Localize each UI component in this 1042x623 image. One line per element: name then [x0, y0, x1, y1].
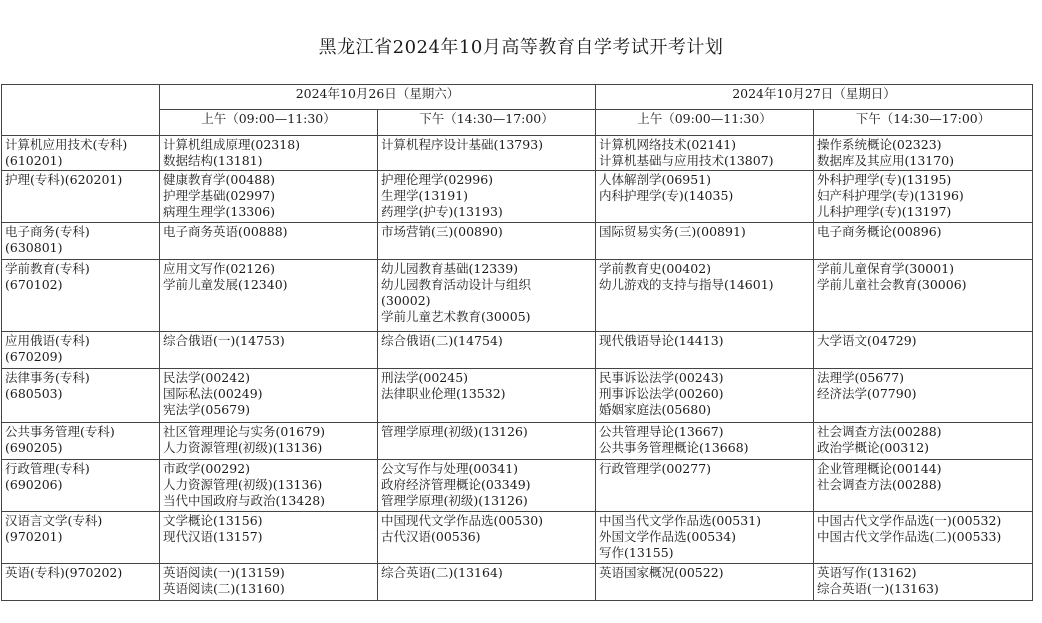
major-text: (610201)	[5, 153, 63, 168]
course-entry: 操作系统概论(02323)	[817, 137, 942, 152]
course-entry: 电子商务英语(00888)	[163, 224, 288, 239]
course-entry: 数据库及其应用(13170)	[817, 153, 955, 168]
course-entry: 经济法学(07790)	[817, 386, 917, 401]
course-entry: 社区管理理论与实务(01679)	[163, 424, 326, 439]
day2-pm-cell	[814, 564, 1033, 601]
course-entry: 综合俄语(一)(14753)	[163, 333, 285, 348]
course-entry: 市场营销(三)(00890)	[381, 224, 503, 239]
major-cell	[2, 369, 160, 423]
course-entry: 儿科护理学(专)(13197)	[817, 204, 952, 219]
major-text: 公共事务管理(专科)	[5, 424, 115, 439]
date-header-row	[2, 85, 1033, 110]
course-entry: 幼儿园教育活动设计与组织	[381, 277, 532, 292]
course-entry: 中国古代文学作品选(二)(00533)	[817, 529, 1002, 544]
course-entry: 刑法学(00245)	[381, 370, 469, 385]
day2-am-cell	[596, 223, 814, 260]
day2-am-cell	[596, 260, 814, 332]
course-entry: 大学语文(04729)	[817, 333, 917, 348]
major-cell	[2, 512, 160, 564]
course-entry: 计算机程序设计基础(13793)	[381, 137, 544, 152]
course-entry: 英语国家概况(00522)	[599, 565, 724, 580]
course-entry: 健康教育学(00488)	[163, 172, 276, 187]
day2-am-cell	[596, 564, 814, 601]
day1-pm-header: 下午（14:30—17:00）	[378, 110, 596, 136]
day1-am-cell	[160, 369, 378, 423]
major-text: 电子商务(专科)	[5, 224, 90, 239]
day1-am-cell	[160, 460, 378, 512]
major-cell	[2, 171, 160, 223]
day1-pm-cell	[378, 369, 596, 423]
course-entry: 人力资源管理(初级)(13136)	[163, 477, 323, 492]
day2-pm-cell	[814, 369, 1033, 423]
day1-am-cell	[160, 260, 378, 332]
day2-pm-header: 下午（14:30—17:00）	[814, 110, 1033, 136]
course-entry: 综合英语(二)(13164)	[381, 565, 503, 580]
day2-am-cell	[596, 369, 814, 423]
day1-am-cell	[160, 332, 378, 369]
major-text: 计算机应用技术(专科)	[5, 137, 128, 152]
table-row	[2, 460, 1033, 512]
major-cell	[2, 423, 160, 460]
day1-pm-cell	[378, 332, 596, 369]
course-entry: 中国古代文学作品选(一)(00532)	[817, 513, 1002, 528]
course-entry: 外国文学作品选(00534)	[599, 529, 737, 544]
major-text: 法律事务(专科)	[5, 370, 90, 385]
major-header-cell	[2, 85, 160, 136]
day1-am-cell	[160, 171, 378, 223]
course-entry: 英语阅读(一)(13159)	[163, 565, 285, 580]
course-entry: 人力资源管理(初级)(13136)	[163, 440, 323, 455]
course-entry: 民事诉讼法学(00243)	[599, 370, 724, 385]
day2-am-cell	[596, 460, 814, 512]
day2-pm-cell	[814, 512, 1033, 564]
day2-am-cell	[596, 136, 814, 171]
course-entry: 法律职业伦理(13532)	[381, 386, 506, 401]
major-cell	[2, 223, 160, 260]
major-text: 护理(专科)(620201)	[5, 172, 123, 187]
major-text: (630801)	[5, 240, 63, 255]
major-cell	[2, 564, 160, 601]
day1-pm-cell	[378, 564, 596, 601]
course-entry: 电子商务概论(00896)	[817, 224, 942, 239]
day2-am-cell	[596, 423, 814, 460]
course-entry: 护理伦理学(02996)	[381, 172, 494, 187]
major-text: 行政管理(专科)	[5, 461, 90, 476]
course-entry: 当代中国政府与政治(13428)	[163, 493, 326, 508]
course-entry: 综合俄语(二)(14754)	[381, 333, 503, 348]
day2-pm-cell	[814, 223, 1033, 260]
course-entry: 计算机网络技术(02141)	[599, 137, 737, 152]
table-row	[2, 564, 1033, 601]
course-entry: 妇产科护理学(专)(13196)	[817, 188, 964, 203]
day1-pm-cell	[378, 460, 596, 512]
day1-pm-cell	[378, 171, 596, 223]
major-text: (690205)	[5, 440, 63, 455]
day1-am-cell	[160, 512, 378, 564]
major-text: 汉语言文学(专科)	[5, 513, 103, 528]
course-entry: 政治学概论(00312)	[817, 440, 930, 455]
course-entry: 应用文写作(02126)	[163, 261, 276, 276]
day2-pm-cell	[814, 136, 1033, 171]
page-title: 黑龙江省2024年10月高等教育自学考试开考计划	[318, 37, 724, 58]
course-entry: 幼儿园教育基础(12339)	[381, 261, 519, 276]
course-entry: 中国现代文学作品选(00530)	[381, 513, 544, 528]
course-entry: 学前儿童社会教育(30006)	[817, 277, 967, 292]
course-entry: 社会调查方法(00288)	[817, 477, 942, 492]
exam-schedule-table	[1, 84, 1033, 601]
major-text: (690206)	[5, 477, 63, 492]
table-row	[2, 171, 1033, 223]
course-entry: 法理学(05677)	[817, 370, 905, 385]
course-entry: 国际私法(00249)	[163, 386, 263, 401]
table-row	[2, 369, 1033, 423]
course-entry: 人体解剖学(06951)	[599, 172, 712, 187]
day1-pm-cell	[378, 260, 596, 332]
day2-date-header: 2024年10月27日（星期日）	[596, 85, 1033, 110]
course-entry: 刑事诉讼法学(00260)	[599, 386, 724, 401]
day1-am-header: 上午（09:00—11:30）	[160, 110, 378, 136]
day2-pm-cell	[814, 171, 1033, 223]
course-entry: 公文写作与处理(00341)	[381, 461, 519, 476]
course-entry: 学前教育史(00402)	[599, 261, 712, 276]
major-text: 应用俄语(专科)	[5, 333, 90, 348]
day1-pm-cell	[378, 223, 596, 260]
day1-pm-cell	[378, 423, 596, 460]
course-entry: 市政学(00292)	[163, 461, 251, 476]
course-entry: 英语写作(13162)	[817, 565, 917, 580]
day2-am-header: 上午（09:00—11:30）	[596, 110, 814, 136]
course-entry: 生理学(13191)	[381, 188, 469, 203]
course-entry: 病理生理学(13306)	[163, 204, 276, 219]
major-cell	[2, 136, 160, 171]
day1-am-cell	[160, 564, 378, 601]
course-entry: 内科护理学(专)(14035)	[599, 188, 734, 203]
day1-pm-cell	[378, 136, 596, 171]
course-entry: (30002)	[381, 293, 431, 308]
course-entry: 国际贸易实务(三)(00891)	[599, 224, 746, 239]
major-text: (680503)	[5, 386, 63, 401]
major-text: 英语(专科)(970202)	[5, 565, 123, 580]
course-entry: 计算机基础与应用技术(13807)	[599, 153, 774, 168]
day2-pm-cell	[814, 423, 1033, 460]
course-entry: 社会调查方法(00288)	[817, 424, 942, 439]
course-entry: 政府经济管理概论(03349)	[381, 477, 531, 492]
day2-am-cell	[596, 332, 814, 369]
course-entry: 外科护理学(专)(13195)	[817, 172, 952, 187]
course-entry: 学前儿童发展(12340)	[163, 277, 288, 292]
major-cell	[2, 260, 160, 332]
course-entry: 文学概论(13156)	[163, 513, 263, 528]
major-text: (970201)	[5, 529, 63, 544]
day2-am-cell	[596, 512, 814, 564]
course-entry: 数据结构(13181)	[163, 153, 263, 168]
day1-am-cell	[160, 136, 378, 171]
day2-pm-cell	[814, 460, 1033, 512]
major-text: (670102)	[5, 277, 63, 292]
course-entry: 行政管理学(00277)	[599, 461, 712, 476]
table-row	[2, 512, 1033, 564]
major-text: 学前教育(专科)	[5, 261, 90, 276]
course-entry: 英语阅读(二)(13160)	[163, 581, 285, 596]
course-entry: 管理学原理(初级)(13126)	[381, 424, 528, 439]
course-entry: 企业管理概论(00144)	[817, 461, 942, 476]
major-cell	[2, 332, 160, 369]
course-entry: 现代汉语(13157)	[163, 529, 263, 544]
day1-am-cell	[160, 423, 378, 460]
day1-date-header: 2024年10月26日（星期六）	[160, 85, 596, 110]
course-entry: 宪法学(05679)	[163, 402, 251, 417]
course-entry: 计算机组成原理(02318)	[163, 137, 301, 152]
table-row	[2, 260, 1033, 332]
course-entry: 民法学(00242)	[163, 370, 251, 385]
course-entry: 写作(13155)	[599, 545, 674, 560]
table-row	[2, 136, 1033, 171]
major-text: (670209)	[5, 349, 63, 364]
table-row	[2, 223, 1033, 260]
course-entry: 幼儿游戏的支持与指导(14601)	[599, 277, 774, 292]
table-row	[2, 423, 1033, 460]
course-entry: 古代汉语(00536)	[381, 529, 481, 544]
course-entry: 现代俄语导论(14413)	[599, 333, 724, 348]
major-cell	[2, 460, 160, 512]
course-entry: 护理学基础(02997)	[163, 188, 276, 203]
table-row	[2, 332, 1033, 369]
day1-am-cell	[160, 223, 378, 260]
course-entry: 学前儿童保育学(30001)	[817, 261, 955, 276]
course-entry: 公共事务管理概论(13668)	[599, 440, 749, 455]
course-entry: 药理学(护专)(13193)	[381, 204, 503, 219]
course-entry: 学前儿童艺术教育(30005)	[381, 309, 531, 324]
course-entry: 中国当代文学作品选(00531)	[599, 513, 762, 528]
course-entry: 公共管理导论(13667)	[599, 424, 724, 439]
day2-pm-cell	[814, 260, 1033, 332]
day2-pm-cell	[814, 332, 1033, 369]
day1-pm-cell	[378, 512, 596, 564]
course-entry: 管理学原理(初级)(13126)	[381, 493, 528, 508]
course-entry: 婚姻家庭法(05680)	[599, 402, 712, 417]
course-entry: 综合英语(一)(13163)	[817, 581, 939, 596]
day2-am-cell	[596, 171, 814, 223]
